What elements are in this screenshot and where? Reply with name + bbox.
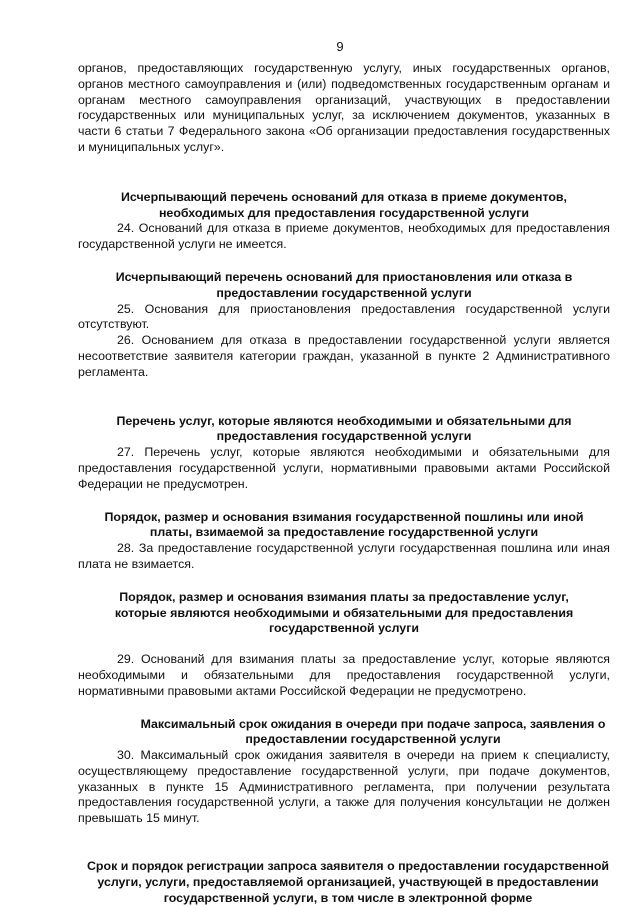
paragraph-29: 29. Оснований для взимания платы за предоставление услуг, которые являются необходимыми и обязательными для предоставления государственной услуги, нормативными правовыми актами Российской Федерации не предусмотрено. <box>78 652 610 698</box>
page-content <box>78 61 610 906</box>
section-heading-suspension-refusal: Исчерпывающий перечень оснований для приостановления или отказа в предоставлении государственной услуги <box>115 269 573 300</box>
section-heading-required-services: Перечень услуг, которые являются необходимыми и обязательными для предоставления государственной услуги <box>116 413 572 444</box>
paragraph-24: 24. Оснований для отказа в приеме документов, необходимых для предоставления государственной услуги не имеется. <box>78 221 610 252</box>
page-number: 9 <box>336 39 344 54</box>
paragraph-25: 25. Основания для приостановления предоставления государственной услуги отсутствуют. <box>78 301 610 332</box>
intro-paragraph: органов, предоставляющих государственную услугу, иных государственных органов, органов местного самоуправления и (или) подведомственных государственным органам и органам местного самоуправления организаций, участвующих в предоставлении государственных или муниципальных услуг, за исключением документов, указанных в части 6 статьи 7 Федерального закона «Об организации предоставления государственных и муниципальных услуг». <box>78 61 610 154</box>
section-heading-service-fees: Порядок, размер и основания взимания платы за предоставление услуг, которые являются необходимыми и обязательными для предоставления государственной услуги <box>114 589 574 636</box>
section-heading-queue-time: Максимальный срок ожидания в очереди при подаче запроса, заявления о предоставлении государственной услуги <box>140 716 606 747</box>
section-heading-state-duty: Порядок, размер и основания взимания государственной пошлины или иной платы, взимаемой за предоставление государственной услуги <box>104 509 584 540</box>
section-heading-refusal-acceptance: Исчерпывающий перечень оснований для отказа в приеме документов, необходимых для предоставления государственной услуги <box>121 189 567 220</box>
paragraph-28: 28. За предоставление государственной услуги государственная пошлина или иная плата не взимается. <box>78 541 610 571</box>
section-heading-registration: Срок и порядок регистрации запроса заявителя о предоставлении государственной услуги, услуги, предоставляемой организацией, участвующей в предоставлении государственной услуги, в том числе в электронной форме <box>86 859 610 905</box>
paragraph-27: 27. Перечень услуг, которые являются необходимыми и обязательными для предоставления государственной услуги, нормативными правовыми актами Российской Федерации не предусмотрен. <box>78 445 610 491</box>
paragraph-26: 26. Основанием для отказа в предоставлении государственной услуги является несоответствие заявителя категории граждан, указанной в пункте 2 Административного регламента. <box>78 333 610 379</box>
paragraph-30: 30. Максимальный срок ожидания заявителя в очереди на прием к специалисту, осуществляющему предоставление государственной услуги, при подаче документов, указанных в пункте 15 Административного регламента, при получении результата предоставления государственной услуги, а также для получения консультации не должен превышать 15 минут. <box>78 748 610 826</box>
